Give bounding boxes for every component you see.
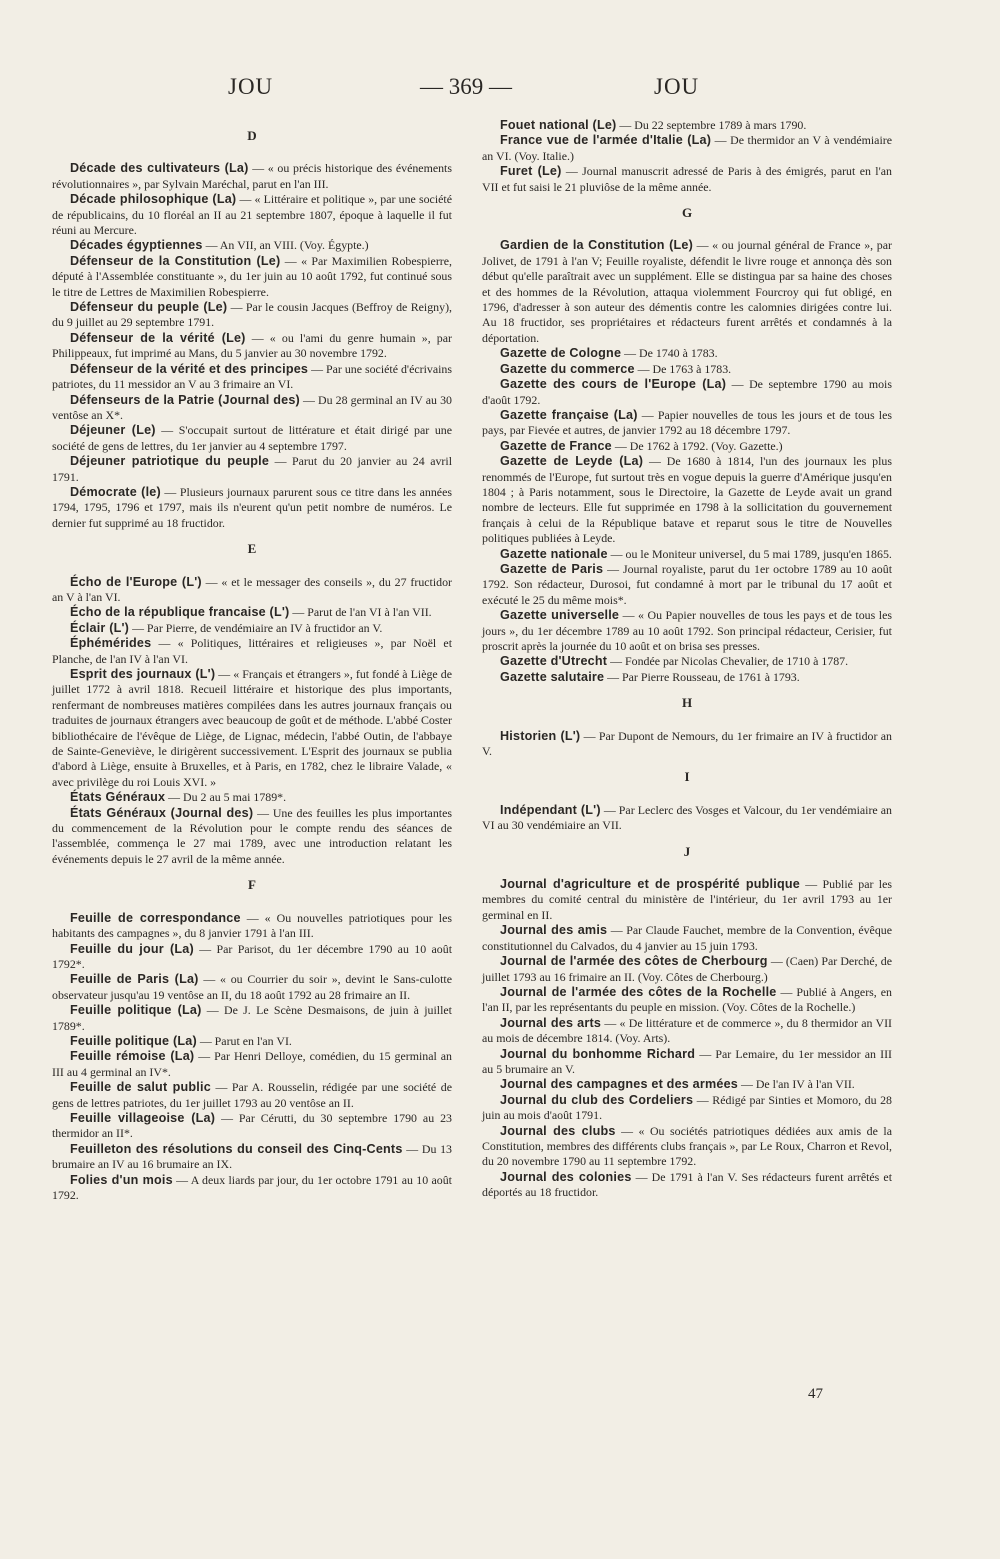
entry-text: — Par Claude Fauchet, membre de la Convention, évêque constitutionnel du Calvados, du 4 janvier au 15 juin 1793. <box>482 923 893 953</box>
dictionary-entry <box>482 346 892 361</box>
page-number: — 369 — <box>420 74 512 99</box>
entry-title: Feuille rémoise (La) <box>70 1049 195 1064</box>
entry-text: — Du 22 septembre 1789 à mars 1790. <box>616 118 807 132</box>
entry-text: — « Politiques, littéraires et religieuses », par Noël et Planche, de l'an IV à l'an VI. <box>52 636 452 666</box>
entry-text: — « Ou Papier nouvelles de tous les pays et de tous les jours », du 1er décembre 1789 au 10 août 1792. Son principal rédacteur, Cerisier, fut proscrit après la journée du 10 août et on brisa ses presses. <box>482 608 892 653</box>
dictionary-entry <box>52 1111 452 1142</box>
entry-text: — Par une société d'écrivains patriotes, du 11 messidor an V au 3 frimaire an VI. <box>52 361 452 392</box>
entry-text: — An VII, an VIII. (Voy. Égypte.) <box>202 238 369 253</box>
entry-text: — Publié à Angers, en l'an II, par les représentants du peuple en mission. (Voy. Côtes de la Rochelle.) <box>482 984 893 1015</box>
entry-text: — Plusieurs journaux parurent sous ce titre dans les années 1794, 1795, 1796 et 1797, mais ils n'eurent qu'un petit nombre de numéros. Le dernier fut supprimé au 18 fructidor. <box>52 484 452 530</box>
dictionary-entry <box>52 1173 452 1204</box>
signature-mark: 47 <box>808 1386 823 1402</box>
dictionary-entry <box>52 636 452 667</box>
entry-title: Défenseur de la vérité et des principes <box>70 361 309 376</box>
entry-text: — De J. Le Scène Desmaisons, de juin à juillet 1789*. <box>52 1003 452 1033</box>
running-head-left: JOU <box>228 74 274 99</box>
entry-title: Défenseurs de la Patrie (Journal des) <box>70 392 300 407</box>
entry-title: Éphémérides <box>70 636 152 651</box>
dictionary-entry <box>482 133 892 164</box>
entry-text: — De 1791 à l'an V. Ses rédacteurs furent arrêtés et déportés au 18 fructidor. <box>482 1169 892 1200</box>
entry-text: — « Littéraire et politique », par une société de républicains, du 10 floréal an II au 21 septembre 1807, époque à laquelle il fut réuni au Mercure. <box>52 192 452 238</box>
entry-title: Déjeuner (Le) <box>70 423 156 438</box>
entry-text: — Par Pierre, de vendémiaire an IV à fructidor an V. <box>129 620 383 635</box>
entry-text: — Journal manuscrit adressé de Paris à des émigrés, parut en l'an VII et fut saisi le 21 pluviôse de la même année. <box>482 164 892 194</box>
dictionary-entry <box>52 331 452 362</box>
entry-text: — « Par Maximilien Robespierre, député à l'Assemblée constituante », du 1er juin au 10 août 1792, fut continué sous le titre de Lettres de Maximilien Robespierre. <box>52 253 452 299</box>
entry-text: — ou le Moniteur universel, du 5 mai 1789, jusqu'en 1865. <box>607 546 892 561</box>
entry-text: — Par Parisot, du 1er décembre 1790 au 10 août 1792*. <box>52 941 452 971</box>
dictionary-entry <box>482 1170 892 1201</box>
entry-text: — De 1762 à 1792. (Voy. Gazette.) <box>611 438 783 453</box>
entry-text: — Rédigé par Sinties et Momoro, du 28 juin au mois d'août 1791. <box>482 1092 892 1123</box>
entry-text: — « Français et étrangers », fut fondé à Liège de juillet 1772 à avril 1818. Recueil littéraire et historique des plus importants, renfermant de nombreuses matières compilées dans les autres journaux français ou traduites de journaux étrangers avec beaucoup de goût et de méthode. L'abbé Coster bibliothécaire de l'évêque de Liège, de Lignac, médecin, l'abbé Outin, de l'abbaye de Sainte-Geneviève, le dirigèrent successivement. L'Esprit des journaux se publia d'abord à Liège, ensuite à Bruxelles, et à Paris, en 1782, chez le libraire Valade, « avec privilège du roi Louis XVI. » <box>52 667 452 789</box>
entry-title: Gazette d'Utrecht <box>500 654 608 669</box>
entry-title: Fouet national (Le) <box>500 118 617 132</box>
entry-text: — De thermidor an V à vendémiaire an VI. (Voy. Italie.) <box>482 133 892 163</box>
entry-text: — De septembre 1790 au mois d'août 1792. <box>482 377 892 407</box>
entry-text: — Par Pierre Rousseau, de 1761 à 1793. <box>604 669 800 684</box>
section-letter: J <box>683 843 691 859</box>
entry-text: — « et le messager des conseils », du 27 fructidor an V à l'an VI. <box>52 574 452 604</box>
dictionary-entry <box>482 408 892 439</box>
entry-text: — Parut du 20 janvier au 24 avril 1791. <box>52 454 452 484</box>
entry-text: — « ou journal général de France », par Jolivet, de 1791 à l'an V; Feuille royaliste, défendit le livre rouge et annonça dès son début qu'elle paraîtrait avec un supplément. Elle se distingua par sa haine des choses et des hommes de la Révolution, attaqua violemment Fourcroy qui fut obligé, en 1796, d'adresser à son auteur des démentis contre les calomnies dirigées contre lui. Au 18 fructidor, ses propriétaires et rédacteurs furent arrêtés et condamnés à la déportation. <box>482 238 892 345</box>
entry-title: Journal de l'armée des côtes de la Rochelle <box>500 984 777 999</box>
dictionary-entry <box>52 806 452 868</box>
entry-text: — De 1763 à 1783. <box>634 361 732 376</box>
dictionary-entry <box>52 1034 452 1049</box>
entry-title: Indépendant (L') <box>500 802 601 817</box>
entry-text: — Par Dupont de Nemours, du 1er frimaire an IV à fructidor an V. <box>482 728 892 759</box>
entry-title: Gazette du commerce <box>500 361 635 376</box>
entry-text: — Par Henri Delloye, comédien, du 15 germinal an III au 4 germinal an IV*. <box>52 1049 452 1079</box>
entry-title: Esprit des journaux (L') <box>70 667 216 681</box>
entry-text: — Par Leclerc des Vosges et Valcour, du 1er vendémiaire an VI au 30 vendémiaire an VII. <box>482 802 892 833</box>
entry-text: — Du 13 brumaire an IV au 16 brumaire an IX. <box>52 1141 453 1172</box>
entry-title: Feuille de correspondance <box>70 910 241 925</box>
entry-text: — Parut en l'an VI. <box>196 1033 292 1048</box>
entry-title: Gazette de Cologne <box>500 346 622 361</box>
entry-text: — De 1740 à 1783. <box>621 346 718 361</box>
entry-title: Gazette de Paris <box>500 561 604 576</box>
section-letter: D <box>247 128 257 143</box>
dictionary-entry <box>52 393 452 424</box>
entry-text: — « ou précis historique des événements révolutionnaires », par Sylvain Maréchal, parut en l'an III. <box>52 161 452 191</box>
entry-title: Journal du bonhomme Richard <box>500 1046 696 1061</box>
entry-title: Décades égyptiennes <box>70 238 203 253</box>
entry-text: — « ou Courrier du soir », devint le Sans-culotte observateur jusqu'au 19 ventôse an II, du 18 août 1792 au 28 frimaire an II. <box>52 972 452 1002</box>
entry-title: Gazette salutaire <box>500 669 605 684</box>
entry-text: — Une des feuilles les plus importantes du commencement de la Révolution pour le compte rendu des séances de l'assemblée, commença le 27 mai 1789, avec une introduction relatant les événements depuis le 27 avril de la même année. <box>52 805 452 866</box>
entry-title: Journal d'agriculture et de prospérité publique <box>500 877 800 892</box>
dictionary-entry <box>482 608 892 654</box>
entry-title: Journal des arts <box>500 1015 602 1030</box>
dictionary-entry <box>482 729 892 760</box>
running-head-right: JOU <box>654 74 700 99</box>
entry-title: Écho de l'Europe (L') <box>70 574 202 589</box>
entry-title: Gazette de Leyde (La) <box>500 454 644 469</box>
dictionary-entry <box>52 621 452 636</box>
dictionary-entry <box>482 1124 892 1170</box>
section-letter: I <box>684 769 690 785</box>
dictionary-entry <box>52 1080 452 1111</box>
entry-title: Gazette universelle <box>500 608 620 623</box>
entry-title: Éclair (L') <box>70 620 130 635</box>
entry-title: Feuille politique (La) <box>70 1033 197 1048</box>
dictionary-entry <box>52 605 452 620</box>
dictionary-entry <box>482 118 892 133</box>
entry-text: — De l'an IV à l'an VII. <box>738 1077 855 1092</box>
entry-title: Écho de la république francaise (L') <box>70 605 290 620</box>
right-column <box>482 118 892 1201</box>
dictionary-entry <box>482 439 892 454</box>
dictionary-entry <box>52 192 452 238</box>
entry-text: — « Ou nouvelles patriotiques pour les habitants des campagnes », du 8 janvier 1791 à l'an III. <box>52 910 452 941</box>
dictionary-entry <box>482 238 892 346</box>
dictionary-entry <box>482 547 892 562</box>
entry-title: Journal des campagnes et des armées <box>500 1077 738 1092</box>
dictionary-entry <box>482 164 892 195</box>
entry-text: — Du 28 germinal an IV au 30 ventôse an X*. <box>52 392 452 422</box>
left-column <box>52 118 452 1203</box>
entry-title: Furet (Le) <box>500 164 562 179</box>
page-header <box>0 74 1000 114</box>
dictionary-entry <box>482 954 892 985</box>
entry-title: Feuille villageoise (La) <box>70 1110 216 1125</box>
entry-text: — Papier nouvelles de tous les jours et de tous les pays, par Fievée et autres, de janvier 1792 au 18 décembre 1797. <box>482 407 892 438</box>
entry-text: — (Caen) Par Derché, de juillet 1793 au 16 frimaire an II. (Voy. Côtes de Cherbourg.) <box>482 954 892 984</box>
entry-title: Feuille de salut public <box>70 1080 211 1095</box>
dictionary-entry <box>52 575 452 606</box>
dictionary-entry <box>482 670 892 685</box>
entry-text: — Par le cousin Jacques (Beffroy de Reigny), du 9 juillet au 29 septembre 1791. <box>52 300 452 330</box>
entry-text: — Fondée par Nicolas Chevalier, de 1710 à 1787. <box>607 654 849 669</box>
entry-text: — De 1680 à 1814, l'un des journaux les plus renommés de l'Europe, fut surtout très en vogue depuis la guerre d'Amérique jusqu'en 1804 ; à Paris notamment, sous le Directoire, la Gazette de Leyde avait un grand nombre de lecteurs. Elle fut supprimée en 1798 à la sollicitation du gouvernement français à celui de la République batave et reparut sous le titre de Nouvelles politiques publiées à Leyde. <box>482 454 892 546</box>
entry-text: — « Ou sociétés patriotiques dédiées aux amis de la Constitution, membres des différents clubs français », par Le Roux, Charron et Revol, du 20 novembre 1790 au 11 septembre 1792. <box>482 1123 892 1169</box>
entry-title: Feuille politique (La) <box>70 1003 202 1018</box>
dictionary-entry <box>52 254 452 300</box>
section-letter: G <box>681 205 693 221</box>
entry-title: Feuille de Paris (La) <box>70 972 199 987</box>
entry-title: Journal des amis <box>500 923 608 938</box>
entry-title: Folies d'un mois <box>70 1172 173 1187</box>
entry-title: Historien (L') <box>500 728 581 743</box>
entry-title: Feuilleton des résolutions du conseil des Cinq-Cents <box>70 1141 403 1156</box>
entry-title: Journal des colonies <box>500 1169 632 1184</box>
entry-title: États Généraux (Journal des) <box>70 805 254 820</box>
entry-title: France vue de l'armée d'Italie (La) <box>500 133 712 148</box>
entry-title: Gazette des cours de l'Europe (La) <box>500 377 727 392</box>
entry-title: Gazette nationale <box>500 546 608 561</box>
dictionary-entry <box>482 1093 892 1124</box>
dictionary-entry <box>52 423 452 454</box>
dictionary-entry <box>482 1077 892 1092</box>
dictionary-entry <box>52 362 452 393</box>
dictionary-entry <box>52 1142 452 1173</box>
dictionary-entry <box>52 667 452 790</box>
entry-text: — Publié par les membres du comité central du ministère de l'intérieur, du 1er avril 1793 au 1er germinal en II. <box>482 877 892 922</box>
entry-title: Journal de l'armée des côtes de Cherbourg <box>500 954 768 969</box>
entry-title: Gazette française (La) <box>500 407 638 422</box>
dictionary-entry <box>52 1049 452 1080</box>
entry-title: Gardien de la Constitution (Le) <box>500 238 693 253</box>
entry-title: Déjeuner patriotique du peuple <box>70 454 270 469</box>
dictionary-entry <box>482 923 892 954</box>
dictionary-entry <box>52 1003 452 1034</box>
dictionary-entry <box>52 238 452 253</box>
dictionary-entry <box>52 942 452 973</box>
entry-text: — Par Cérutti, du 30 septembre 1790 au 23 thermidor an II*. <box>52 1110 452 1141</box>
dictionary-entry <box>52 300 452 331</box>
dictionary-entry <box>482 985 892 1016</box>
entry-text: — A deux liards par jour, du 1er octobre 1791 au 10 août 1792. <box>52 1172 452 1202</box>
dictionary-entry <box>52 161 452 192</box>
section-letter: H <box>681 695 693 711</box>
entry-text: — Parut de l'an VI à l'an VII. <box>289 605 432 620</box>
entry-title: Défenseur du peuple (Le) <box>70 300 228 315</box>
entry-title: Décade des cultivateurs (La) <box>70 161 249 176</box>
entry-title: Journal des clubs <box>500 1123 616 1138</box>
dictionary-entry <box>52 485 452 531</box>
entry-title: États Généraux <box>70 790 166 805</box>
dictionary-entry <box>52 911 452 942</box>
section-letter: E <box>247 541 257 557</box>
entry-text: — Par Lemaire, du 1er messidor an III au 5 brumaire an V. <box>482 1046 892 1076</box>
entry-title: Journal du club des Cordeliers <box>500 1092 694 1107</box>
dictionary-entry <box>482 877 892 923</box>
dictionary-entry <box>52 454 452 485</box>
entry-text: — « De littérature et de commerce », du 8 thermidor an VII au mois de décembre 1814. (Voy. Arts). <box>482 1015 892 1046</box>
entry-title: Feuille du jour (La) <box>70 941 194 956</box>
dictionary-entry <box>482 562 892 608</box>
entry-title: Défenseur de la vérité (Le) <box>70 330 246 345</box>
dictionary-entry <box>52 972 452 1003</box>
dictionary-entry <box>482 803 892 834</box>
dictionary-entry <box>482 377 892 408</box>
dictionary-entry <box>482 654 892 669</box>
entry-text: — Journal royaliste, parut du 1er octobre 1789 au 10 août 1792. Son rédacteur, Durosoi, fut condamné à mort par le tribunal du 17 août et exécuté le 25 du même mois*. <box>482 561 892 607</box>
section-letter: F <box>248 877 256 893</box>
dictionary-entry <box>482 1047 892 1078</box>
entry-text: — Par A. Rousselin, rédigée par une société de gens de lettres patriotes, du 1er juillet 1793 au 20 ventôse an II. <box>52 1080 452 1110</box>
entry-text: — Du 2 au 5 mai 1789*. <box>165 790 287 805</box>
entry-title: Démocrate (le) <box>70 484 161 499</box>
entry-title: Gazette de France <box>500 438 612 453</box>
dictionary-entry <box>482 454 892 546</box>
dictionary-entry <box>482 362 892 377</box>
entry-text: — S'occupait surtout de littérature et était dirigé par une société de gens de lettres, du 1er janvier au 4 septembre 1797. <box>52 423 452 453</box>
dictionary-entry <box>52 790 452 805</box>
entry-title: Décade philosophique (La) <box>70 192 237 207</box>
entry-title: Défenseur de la Constitution (Le) <box>70 253 281 268</box>
entry-text: — « ou l'ami du genre humain », par Philippeaux, fut imprimé au Mans, du 5 janvier au 30 novembre 1792. <box>52 330 452 361</box>
dictionary-entry <box>482 1016 892 1047</box>
